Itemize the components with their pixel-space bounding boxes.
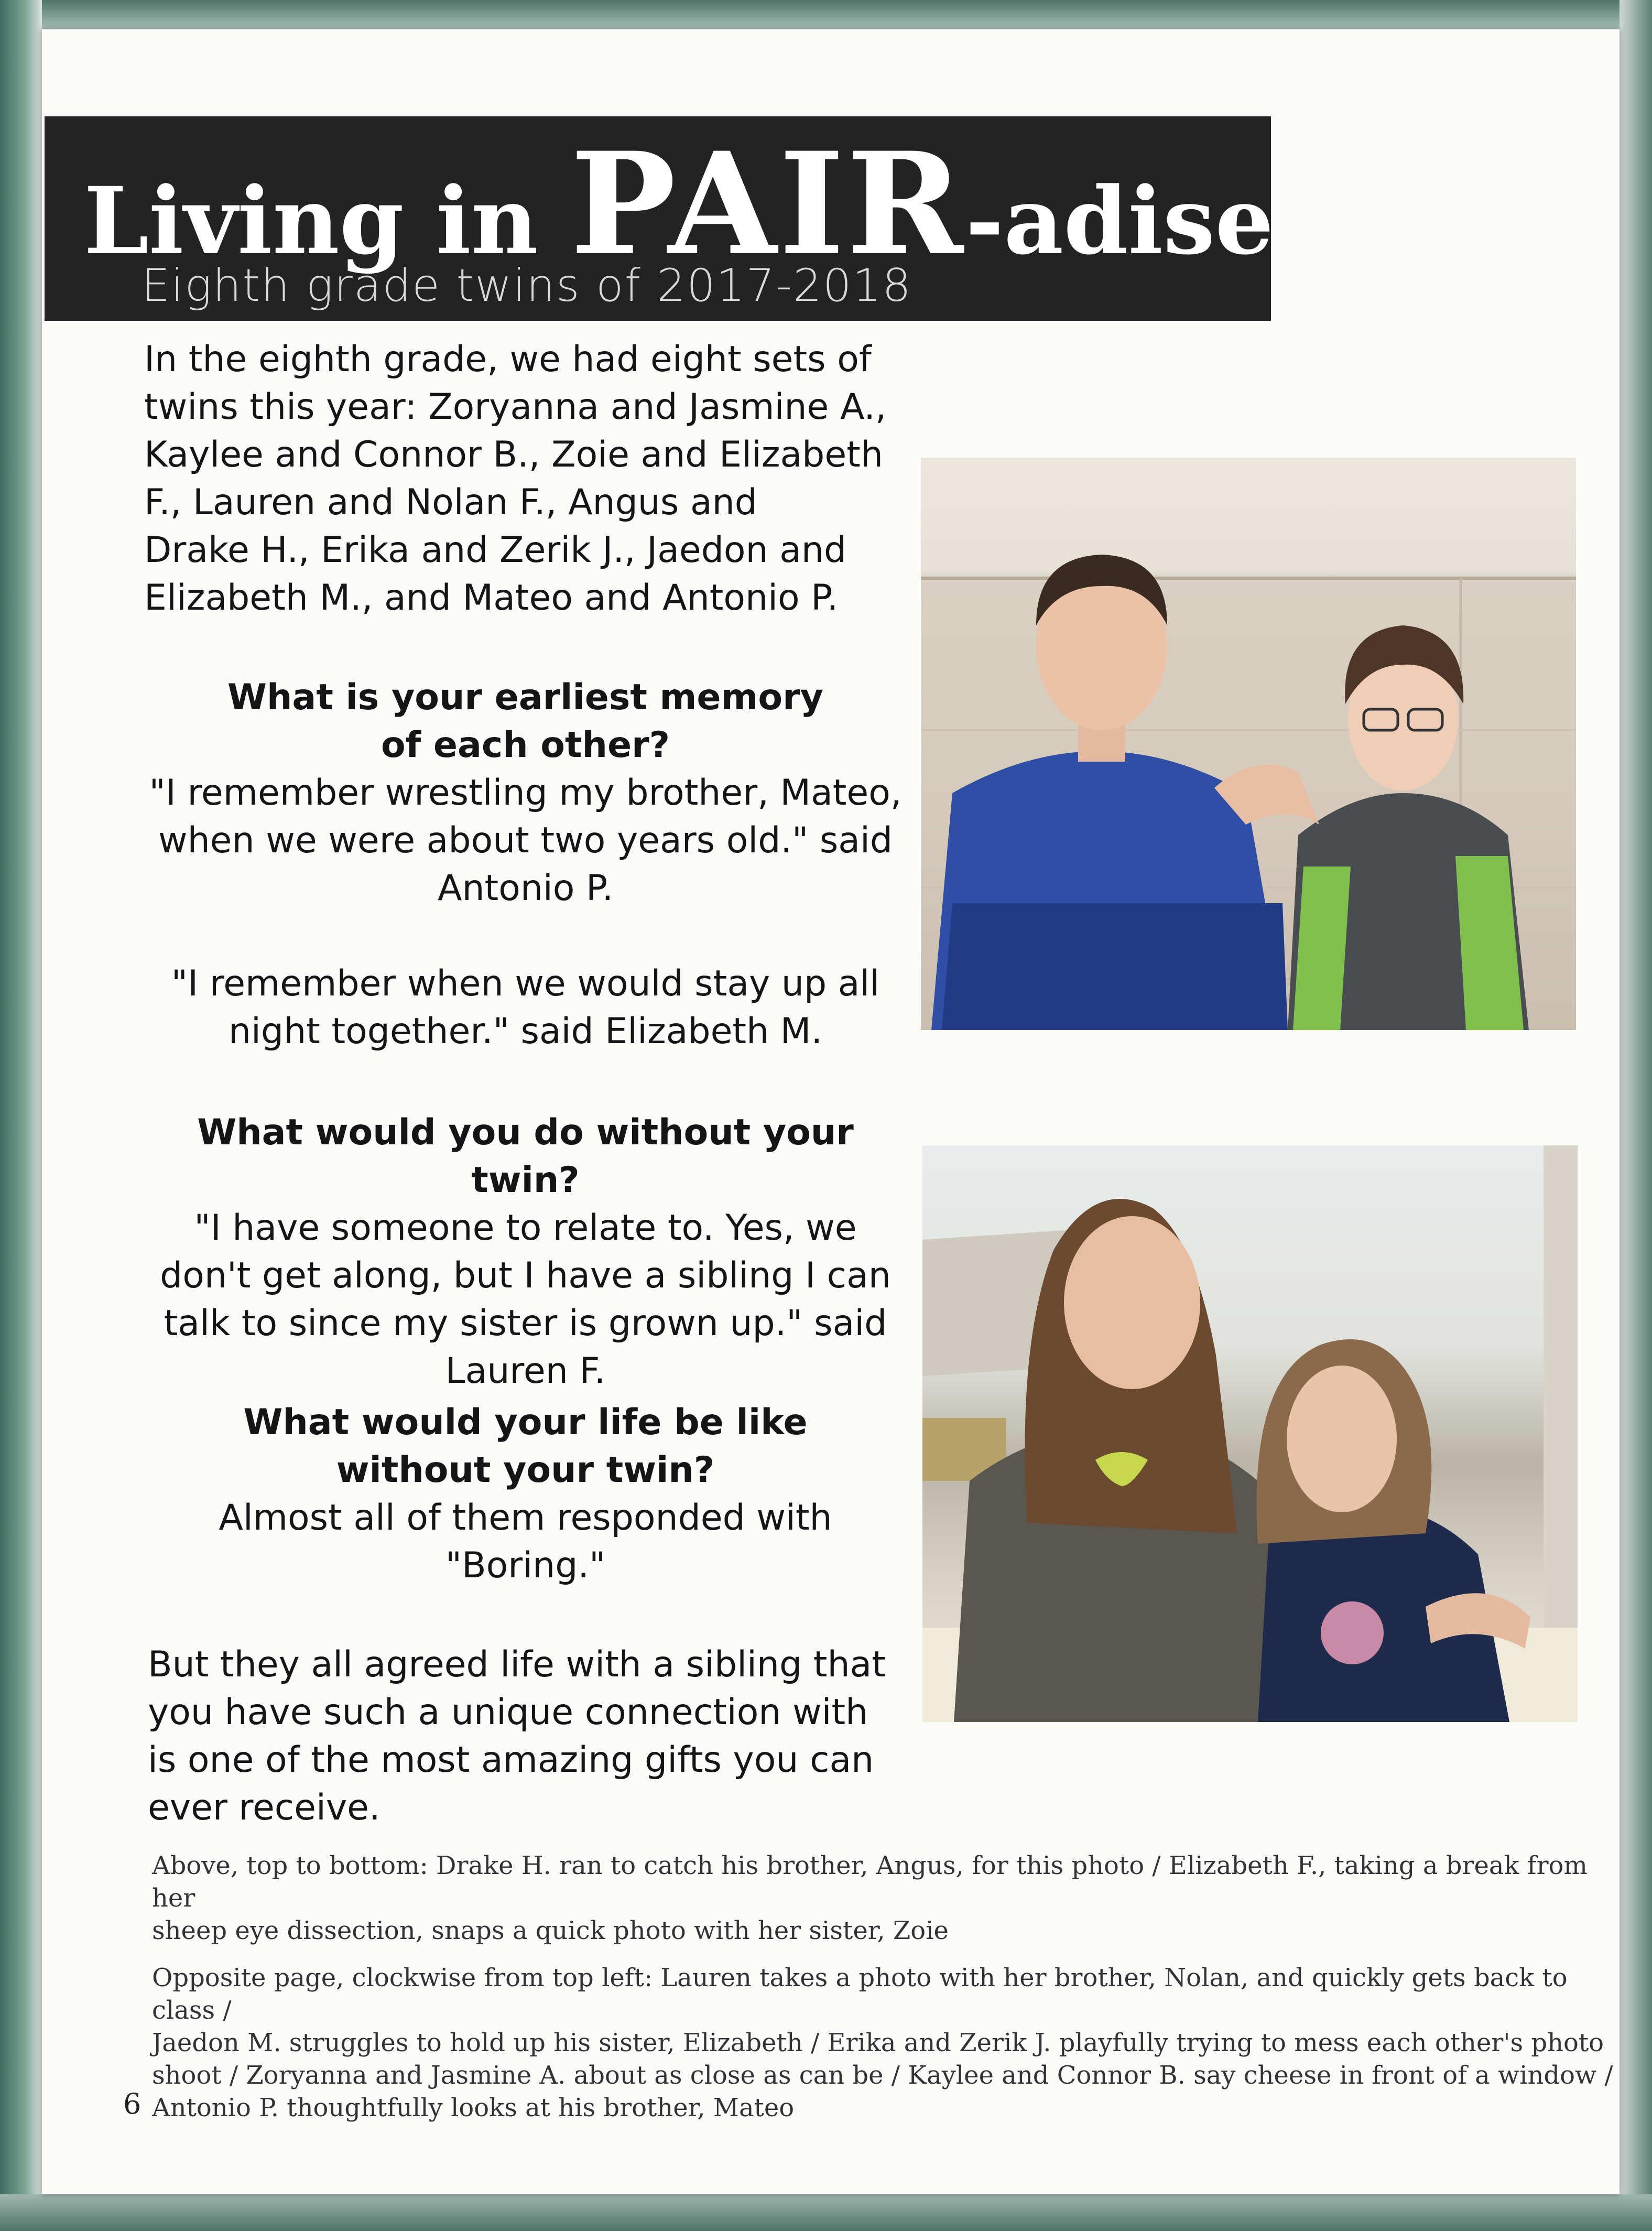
- question-1-block: [139, 674, 912, 1055]
- question-3-line: What would your life be like: [243, 1402, 808, 1443]
- intro-line: twins this year: Zoryanna and Jasmine A.,: [144, 386, 887, 428]
- caption-above: [152, 1849, 1614, 1947]
- intro-line: F., Lauren and Nolan F., Angus and: [144, 482, 757, 523]
- scan-border-top: [0, 0, 1652, 29]
- spacer: [139, 912, 912, 960]
- caption-line: Antonio P. thoughtfully looks at his brother, Mateo: [152, 2093, 795, 2122]
- question-1-line: What is your earliest memory: [227, 677, 823, 718]
- intro-line: Kaylee and Connor B., Zoie and Elizabeth: [144, 434, 883, 475]
- question-1-line: of each other?: [381, 724, 670, 766]
- answer-line: talk to since my sister is grown up." said: [164, 1303, 887, 1344]
- closing-line: is one of the most amazing gifts you can: [148, 1739, 874, 1781]
- answer-line: "Boring.": [445, 1545, 606, 1586]
- title-part-adise: -adise: [965, 167, 1274, 275]
- closing-paragraph: [148, 1641, 916, 1832]
- page-subtitle: Eighth grade twins of 2017-2018: [142, 259, 912, 312]
- answer-line: Almost all of them responded with: [219, 1497, 832, 1539]
- caption-line: shoot / Zoryanna and Jasmine A. about as close as can be / Kaylee and Connor B. say cheese in front of a window /: [152, 2061, 1613, 2090]
- caption-line: Opposite page, clockwise from top left: Lauren takes a photo with her brother, Nolan, and quickly gets back to class /: [152, 1963, 1568, 2025]
- question-3-block: [139, 1399, 912, 1589]
- title-part-pair: PAIR: [570, 122, 966, 287]
- page-number: 6: [123, 2087, 142, 2120]
- caption-line: Jaedon M. struggles to hold up his sister, Elizabeth / Erika and Zerik J. playfully trying to mess each other's photo: [152, 2028, 1604, 2057]
- caption-line: Above, top to bottom: Drake H. ran to catch his brother, Angus, for this photo / Elizabeth F., taking a break from her: [152, 1851, 1588, 1913]
- answer-line: "I remember when we would stay up all: [171, 963, 880, 1004]
- intro-line: In the eighth grade, we had eight sets of: [144, 339, 872, 380]
- closing-line: ever receive.: [148, 1787, 381, 1828]
- caption-line: sheep eye dissection, snaps a quick photo with her sister, Zoie: [152, 1916, 949, 1945]
- answer-line: Lauren F.: [445, 1350, 606, 1392]
- answer-line: night together." said Elizabeth M.: [228, 1011, 823, 1052]
- intro-line: Elizabeth M., and Mateo and Antonio P.: [144, 577, 839, 619]
- photo-drake-and-angus: [921, 458, 1576, 1030]
- photo-elizabeth-and-zoie: [922, 1145, 1578, 1722]
- answer-line: Antonio P.: [437, 868, 614, 909]
- answer-line: "I have someone to relate to. Yes, we: [194, 1207, 857, 1249]
- answer-line: don't get along, but I have a sibling I can: [160, 1255, 891, 1296]
- answer-line: when we were about two years old." said: [158, 820, 893, 861]
- question-2-block: [139, 1109, 912, 1395]
- caption-opposite-page: [152, 1962, 1614, 2124]
- intro-line: Drake H., Erika and Zerik J., Jaedon and: [144, 529, 847, 571]
- photo-1-illustration: [921, 458, 1576, 1030]
- closing-line: But they all agreed life with a sibling that: [148, 1644, 886, 1685]
- question-3-line: without your twin?: [336, 1449, 715, 1491]
- answer-line: "I remember wrestling my brother, Mateo,: [149, 772, 902, 814]
- scan-border-right: [1620, 0, 1652, 2231]
- closing-line: you have such a unique connection with: [148, 1692, 868, 1733]
- photo-2-illustration: [922, 1145, 1578, 1722]
- question-2-line: What would you do without your twin?: [197, 1112, 854, 1201]
- book-spine: [0, 0, 42, 2231]
- scan-border-bottom: [0, 2194, 1652, 2231]
- title-part-living-in: Living in: [84, 167, 571, 275]
- intro-paragraph: [144, 335, 912, 622]
